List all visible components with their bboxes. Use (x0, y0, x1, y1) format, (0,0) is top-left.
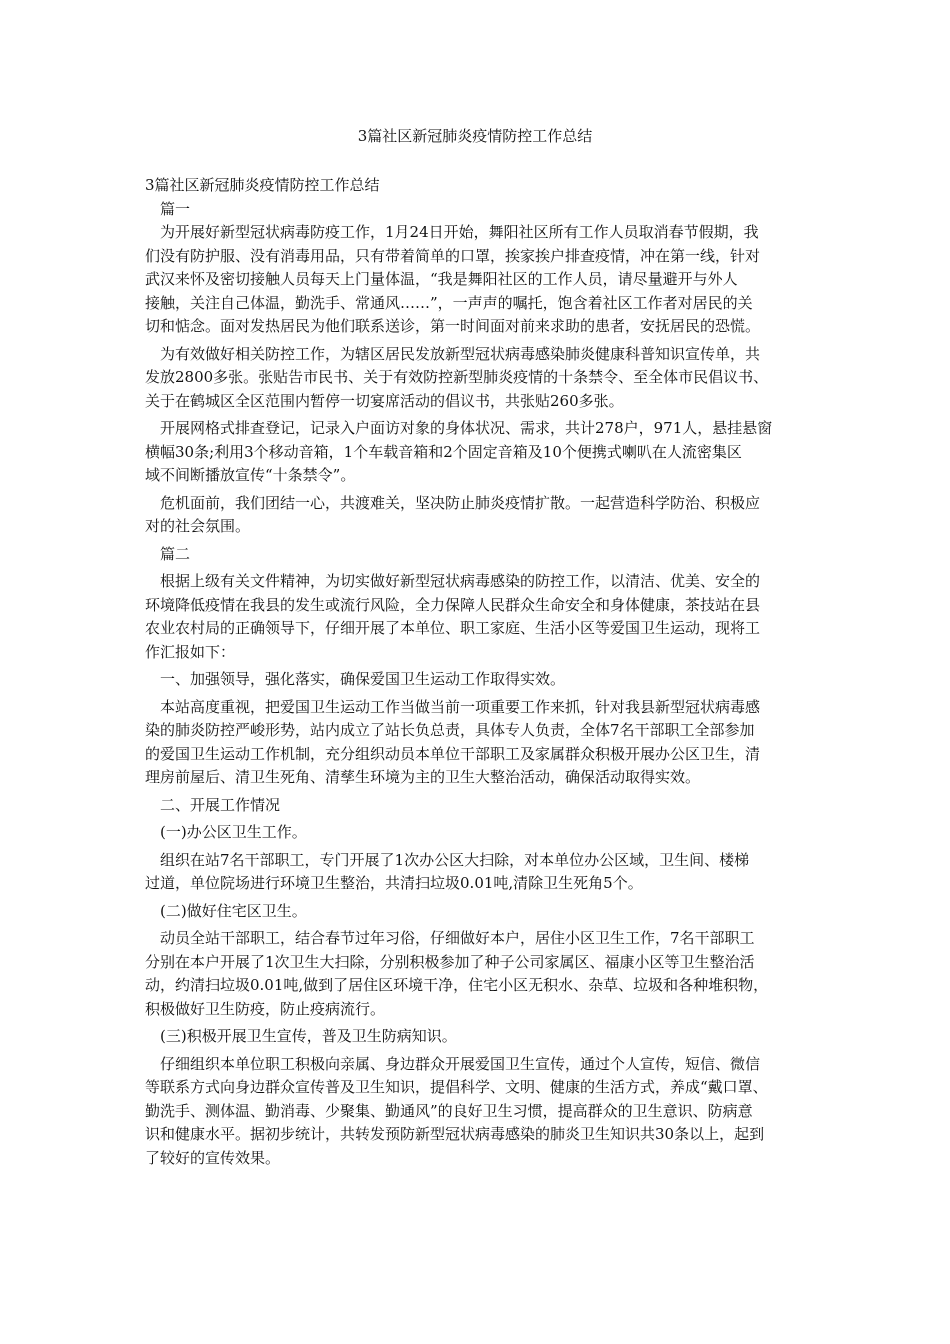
text-line: 理房前屋后、清卫生死角、清孳生环境为主的卫生大整治活动，确保活动取得实效。 (145, 768, 701, 786)
text-line: 们没有防护服、没有消毒用品，只有带着简单的口罩，挨家挨户排查疫情，冲在第一线，针对 (145, 246, 761, 265)
text-line: 篇一 (160, 199, 191, 218)
text-line: 仔细组织本单位职工积极向亲属、身边群众开展爱国卫生宣传，通过个人宣传，短信、微信 (160, 1054, 761, 1073)
text-line: 开展网格式排查登记，记录入户面访对象的身体状况、需求，共计278户，971人，悬挂悬窗 (160, 419, 773, 437)
text-line: 勤洗手、测体温、勤消毒、少聚集、勤通风”的良好卫生习惯，提高群众的卫生意识、防病意 (145, 1101, 753, 1120)
text-line: 了较好的宣传效果。 (145, 1148, 281, 1167)
text-line: 危机面前，我们团结一心，共渡难关，坚决防止肺炎疫情扩散。一起营造科学防治、积极应 (160, 493, 761, 512)
text-line: 环境降低疫情在我县的发生或流行风险，全力保障人民群众生命安全和身体健康，茶技站在县 (145, 595, 761, 614)
text-line: 过道，单位院场进行环境卫生整治，共清扫垃圾0.01吨,清除卫生死角5个。 (145, 874, 643, 892)
text-line: 发放2800多张。张贴告市民书、关于有效防控新型肺炎疫情的十条禁令、至全体市民倡议书、 (145, 368, 769, 386)
text-line: 组织在站7名干部职工，专门开展了1次办公区大扫除，对本单位办公区域，卫生间、楼梯 (160, 850, 750, 869)
text-line: 横幅30条;利用3个移动音箱，1个车载音箱和2个固定音箱及10个便携式喇叭在人流密集区 (145, 442, 742, 461)
text-line: 积极做好卫生防疫，防止疫病流行。 (145, 999, 386, 1018)
text-line: 为开展好新型冠状病毒防疫工作，1月24日开始，舞阳社区所有工作人员取消春节假期，我 (160, 223, 759, 241)
text-line: 接触，关注自己体温，勤洗手、常通风……”，一声声的嘱托，饱含着社区工作者对居民的关 (145, 293, 753, 312)
text-line: 一、加强领导，强化落实，确保爱国卫生运动工作取得实效。 (160, 670, 566, 688)
text-line: 动员全站干部职工，结合春节过年习俗，仔细做好本户，居住小区卫生工作，7名干部职工 (160, 929, 755, 947)
text-line: 二、开展工作情况 (160, 795, 281, 814)
text-line: 切和惦念。面对发热居民为他们联系送诊，第一时间面对前来求助的患者，安抚居民的恐慌。 (145, 317, 761, 335)
text-line: 分别在本户开展了1次卫生大扫除，分别积极参加了种子公司家属区、福康小区等卫生整治活 (145, 952, 755, 971)
document-body (145, 174, 805, 1170)
text-line: 识和健康水平。据初步统计，共转发预防新型冠状病毒感染的肺炎卫生知识共30条以上，起到 (145, 1125, 765, 1143)
text-line: 关于在鹤城区全区范围内暂停一切宴席活动的倡议书，共张贴260多张。 (145, 391, 624, 410)
text-line: 为有效做好相关防控工作，为辖区居民发放新型冠状病毒感染肺炎健康科普知识宣传单，共 (160, 344, 761, 363)
text-line: (一)办公区卫生工作。 (160, 823, 307, 841)
text-line: 本站高度重视，把爱国卫生运动工作当做当前一项重要工作来抓，针对我县新型冠状病毒感 (160, 697, 761, 716)
text-line: 根据上级有关文件精神，为切实做好新型冠状病毒感染的防控工作，以清洁、优美、安全的 (160, 572, 761, 590)
text-line: 域不间断播放宣传“十条禁令”。 (145, 466, 356, 484)
text-line: 动，约清扫垃圾0.01吨,做到了居住区环境干净，住宅小区无积水、杂草、垃圾和各种堆积物， (145, 976, 769, 994)
text-line: 等联系方式向身边群众宣传普及卫生知识，提倡科学、文明、健康的生活方式，养成“戴口罩、 (145, 1078, 768, 1096)
text-line: 农业农村局的正确领导下，仔细开展了本单位、职工家庭、生活小区等爱国卫生运动，现将工 (145, 619, 761, 637)
text-line: 作汇报如下： (145, 642, 236, 661)
page-title: 3篇社区新冠肺炎疫情防控工作总结 (357, 127, 593, 145)
text-line: 3篇社区新冠肺炎疫情防控工作总结 (145, 176, 380, 194)
text-line: 对的社会氛围。 (145, 517, 251, 535)
text-line: (二)做好住宅区卫生。 (160, 901, 307, 920)
text-line: 的爱国卫生运动工作机制，充分组织动员本单位干部职工及家属群众积极开展办公区卫生，清 (145, 744, 761, 763)
text-line: 武汉来怀及密切接触人员每天上门量体温，“我是舞阳社区的工作人员，请尽量避开与外人 (145, 270, 738, 288)
text-line: 染的肺炎防控严峻形势，站内成立了站长负总责，具体专人负责，全体7名干部职工全部参加 (145, 721, 755, 739)
text-line: 篇二 (160, 544, 191, 563)
text-line: (三)积极开展卫生宣传，普及卫生防病知识。 (160, 1027, 457, 1045)
